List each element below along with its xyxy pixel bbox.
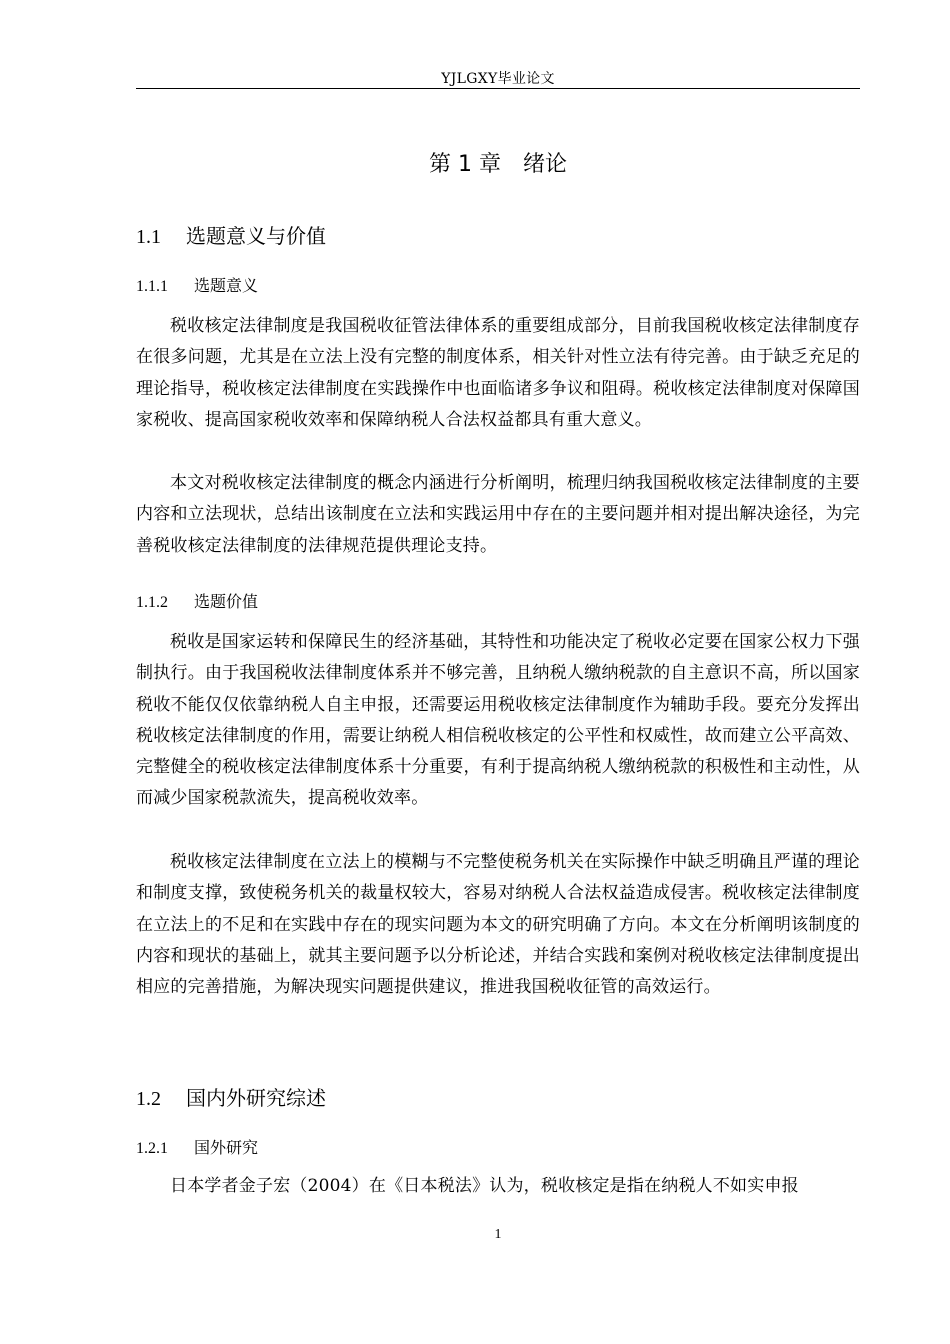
paragraph-3: 税收是国家运转和保障民生的经济基础，其特性和功能决定了税收必定要在国家公权力下强制执行。由于我国税收法律制度体系并不够完善，且纳税人缴纳税款的自主意识不高，所以国家税收不能仅仅依靠纳税人自主申报，还需要运用税收核定法律制度作为辅助手段。要充分发挥出税收核定法律制度的作用，需要让纳税人相信税收核定的公平性和权威性，故而建立公平高效、完整健全的税收核定法律制度体系十分重要，有利于提高纳税人缴纳税款的积极性和主动性，从而减少国家税款流失，提高税收效率。 xyxy=(136,632,860,809)
section-number: 1.2 xyxy=(136,1088,161,1110)
subsection-number: 1.1.1 xyxy=(136,278,168,295)
paragraph-1: 税收核定法律制度是我国税收征管法律体系的重要组成部分，目前我国税收核定法律制度存在很多问题，尤其是在立法上没有完整的制度体系，相关针对性立法有待完善。由于缺乏充足的理论指导，税收核定法律制度在实践操作中也面临诸多争议和阻碍。税收核定法律制度对保障国家税收、提高国家税收效率和保障纳税人合法权益都具有重大意义。 xyxy=(136,316,860,430)
section-number: 1.1 xyxy=(136,226,161,248)
subsection-title: 国外研究 xyxy=(194,1138,259,1157)
section-heading-1-1 xyxy=(136,220,326,249)
chapter-heading xyxy=(136,147,860,178)
subsection-title: 选题价值 xyxy=(194,592,259,611)
page-number: 1 xyxy=(494,1227,502,1242)
section-heading-1-2 xyxy=(136,1082,326,1111)
chapter-number: 第 1 章 xyxy=(429,152,501,177)
subsection-number: 1.2.1 xyxy=(136,1140,168,1157)
page-header: YJLGXY毕业论文 xyxy=(441,71,555,87)
paragraph-4: 税收核定法律制度在立法上的模糊与不完整使税务机关在实际操作中缺乏明确且严谨的理论和制度支撑，致使税务机关的裁量权较大，容易对纳税人合法权益造成侵害。税收核定法律制度在立法上的不足和在实践中存在的现实问题为本文的研究明确了方向。本文在分析阐明该制度的内容和现状的基础上，就其主要问题予以分析论述，并结合实践和案例对税收核定法律制度提出相应的完善措施，为解决现实问题提供建议，推进我国税收征管的高效运行。 xyxy=(136,852,860,998)
section-title: 国内外研究综述 xyxy=(186,1086,326,1110)
subsection-number: 1.1.2 xyxy=(136,594,168,611)
subsection-heading-1-1-1 xyxy=(136,273,258,296)
paragraph-5: 日本学者金子宏（2004）在《日本税法》认为，税收核定是指在纳税人不如实申报 xyxy=(170,1176,799,1196)
subsection-heading-1-2-1 xyxy=(136,1135,258,1158)
header-divider xyxy=(136,88,860,89)
subsection-heading-1-1-2 xyxy=(136,589,258,612)
subsection-title: 选题意义 xyxy=(194,276,259,295)
section-title: 选题意义与价值 xyxy=(186,224,326,248)
chapter-title: 绪论 xyxy=(522,152,567,177)
paragraph-2: 本文对税收核定法律制度的概念内涵进行分析阐明，梳理归纳我国税收核定法律制度的主要内容和立法现状，总结出该制度在立法和实践运用中存在的主要问题并相对提出解决途径，为完善税收核定法律制度的法律规范提供理论支持。 xyxy=(136,473,860,556)
